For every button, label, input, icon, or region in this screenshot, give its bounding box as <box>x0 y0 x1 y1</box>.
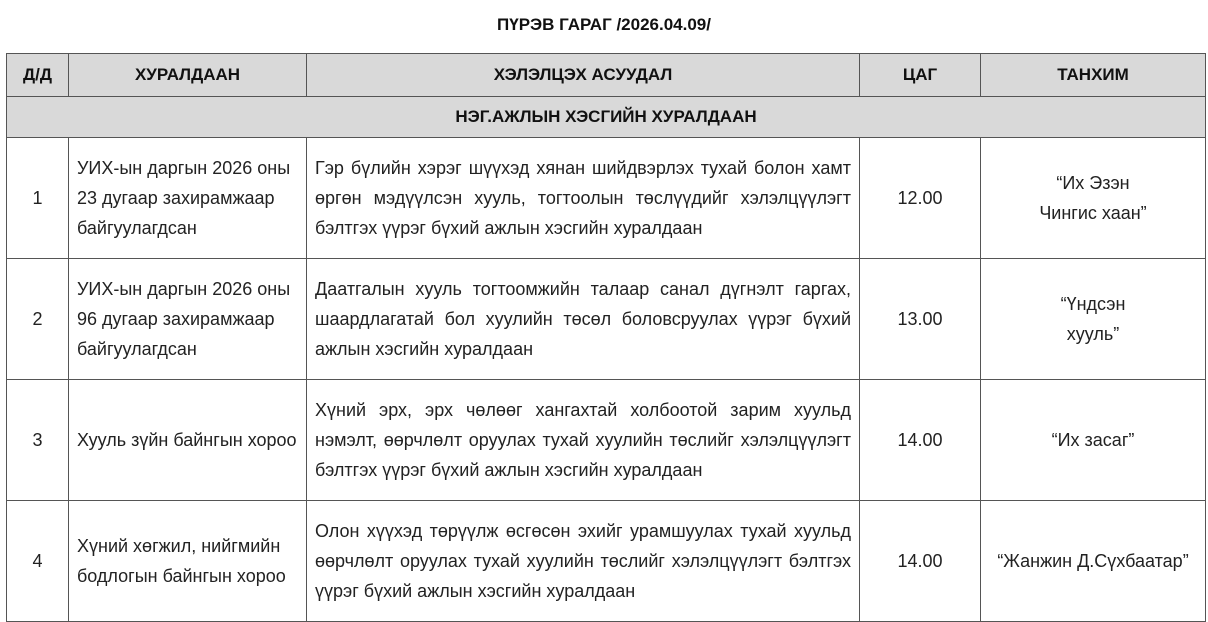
session-cell: Хүний хөгжил, нийгмийн бодлогын байнгын хороо <box>69 501 307 622</box>
room-cell <box>981 259 1206 380</box>
room-cell <box>981 380 1206 501</box>
row-number: 4 <box>7 501 69 622</box>
row-number: 2 <box>7 259 69 380</box>
session-cell: Хууль зүйн байнгын хороо <box>69 380 307 501</box>
room-cell <box>981 501 1206 622</box>
table-row <box>7 259 1206 380</box>
topic-cell: Даатгалын хууль тогтоомжийн талаар санал дүгнэлт гаргах, шаардлагатай бол хуулийн төсөл боловсруулах үүрэг бүхий ажлын хэсгийн хуралдаан <box>307 259 860 380</box>
room-name-line: Чингис хаан” <box>1039 203 1147 223</box>
table-row <box>7 138 1206 259</box>
time-cell: 12.00 <box>860 138 981 259</box>
column-header-topic: ХЭЛЭЛЦЭХ АСУУДАЛ <box>307 54 860 97</box>
time-cell: 14.00 <box>860 380 981 501</box>
schedule-table <box>6 53 1206 622</box>
table-row <box>7 380 1206 501</box>
session-cell: УИХ-ын даргын 2026 оны 23 дугаар захирамжаар байгуулагдсан <box>69 138 307 259</box>
column-header-num: Д/Д <box>7 54 69 97</box>
table-row <box>7 501 1206 622</box>
page-title: ПҮРЭВ ГАРАГ /2026.04.09/ <box>497 15 711 34</box>
room-name-line: “Их Эзэн <box>1056 173 1130 193</box>
room-cell <box>981 138 1206 259</box>
room-name-line: “Их засаг” <box>1051 430 1135 450</box>
room-name-line: “Жанжин Д.Сүхбаатар” <box>997 551 1189 571</box>
column-header-room: ТАНХИМ <box>981 54 1206 97</box>
time-cell: 13.00 <box>860 259 981 380</box>
room-name-line: хууль” <box>1066 324 1120 344</box>
session-cell: УИХ-ын даргын 2026 оны 96 дугаар захирамжаар байгуулагдсан <box>69 259 307 380</box>
topic-cell: Хүний эрх, эрх чөлөөг хангахтай холбоотой зарим хуульд нэмэлт, өөрчлөлт оруулах тухай хуулийн төслийг хэлэлцүүлэгт бэлтгэх үүрэг бүхий ажлын хэсгийн хуралдаан <box>307 380 860 501</box>
section-title: НЭГ.АЖЛЫН ХЭСГИЙН ХУРАЛДААН <box>7 97 1206 138</box>
topic-cell: Гэр бүлийн хэрэг шүүхэд хянан шийдвэрлэх тухай болон хамт өргөн мэдүүлсэн хууль, тогтоолын төслүүдийг хэлэлцүүлэгт бэлтгэх үүрэг бүхий ажлын хэсгийн хуралдаан <box>307 138 860 259</box>
row-number: 3 <box>7 380 69 501</box>
column-header-time: ЦАГ <box>860 54 981 97</box>
column-header-session: ХУРАЛДААН <box>69 54 307 97</box>
row-number: 1 <box>7 138 69 259</box>
time-cell: 14.00 <box>860 501 981 622</box>
section-header-row <box>7 97 1206 138</box>
room-name-line: “Үндсэн <box>1060 294 1126 314</box>
header-row <box>7 54 1206 97</box>
topic-cell: Олон хүүхэд төрүүлж өсгөсөн эхийг урамшуулах тухай хуульд өөрчлөлт оруулах тухай хуулийн төслийг хэлэлцүүлэгт бэлтгэх үүрэг бүхий ажлын хэсгийн хуралдаан <box>307 501 860 622</box>
